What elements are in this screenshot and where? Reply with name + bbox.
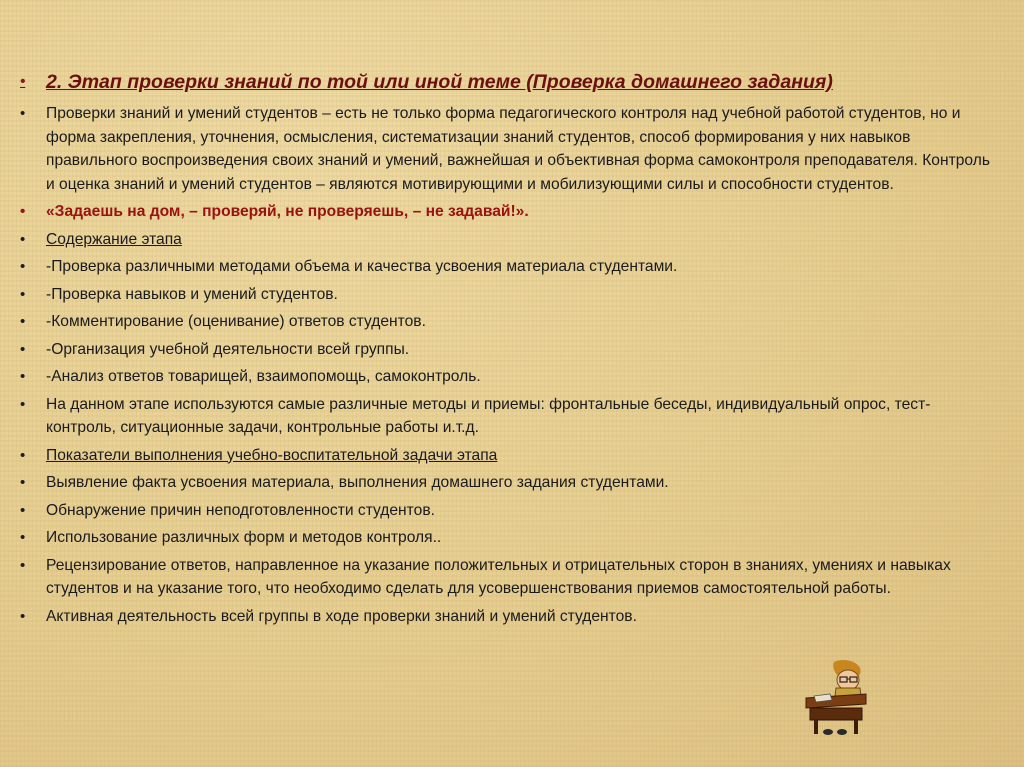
list-item [20,605,1000,629]
bullet: • [20,395,26,413]
list-item-text: Выявление факта усвоения материала, выполнения домашнего задания студентами. [46,474,669,491]
student-at-desk-icon [804,658,868,736]
list-item-text: Активная деятельность всей группы в ходе проверки знаний и умений студентов. [46,607,637,625]
list-item [20,471,1000,495]
list-item-text: Проверки знаний и умений студентов – есть не только форма педагогического контроля над учебной работой студентов, но и форма закрепления, уточнения, осмысления, систематизации знаний студентов, способ формирования у них навыков правильного воспроизведения своих знаний и умений, важнейшая и объективная форма самоконтроля преподавателя. Контроль и оценка знаний и умений студентов – являются мотивирующими и мобилизующими силы и способности студентов. [46,105,990,193]
section-heading: Показатели выполнения учебно-воспитательной задачи этапа [46,446,498,464]
list-item-text: -Анализ ответов товарищей, взаимопомощь, самоконтроль. [46,368,481,385]
bullet: • [20,105,26,122]
list-item-heading [20,228,1000,252]
section-heading: Содержание этапа [46,230,182,248]
list-item [20,338,1000,362]
bullet: • [20,258,26,275]
list-item-text: -Проверка различными методами объема и качества усвоения материала студентами. [46,258,678,275]
bullet: • [20,501,26,519]
bullet: • [20,340,26,358]
list-item-quote [20,200,1000,224]
quote-text: «Задаешь на дом, – проверяй, не проверяешь, – не задавай!». [46,203,529,220]
list-item-text: Рецензирование ответов, направленное на указание положительных и отрицательных сторон в знаниях, умениях и навыках студентов и на указание того, что необходимо сделать для усовершенствования приемов самостоятельной работы. [46,556,951,597]
bullet: • [20,556,26,574]
list-item-text: -Организация учебной деятельности всей группы. [46,340,410,358]
bullet: • [20,73,26,90]
bullet: • [20,313,26,330]
slide-title-text: 2. Этап проверки знаний по той или иной теме (Проверка домашнего задания) [46,71,833,93]
content-list [20,70,1000,632]
list-item-text: Использование различных форм и методов контроля.. [46,529,442,546]
list-item [20,365,1000,389]
bullet: • [20,203,26,220]
bullet: • [20,230,26,248]
list-item [20,310,1000,334]
bullet: • [20,607,26,625]
list-item-text: Обнаружение причин неподготовленности студентов. [46,501,435,519]
bullet: • [20,368,26,385]
list-item-text: -Комментирование (оценивание) ответов студентов. [46,313,426,330]
list-item [20,102,1000,196]
bullet: • [20,446,26,464]
list-item-text: На данном этапе используются самые различные методы и приемы: фронтальные беседы, индивидуальный опрос, тест-контроль, ситуационные задачи, контрольные работы и.т.д. [46,395,931,436]
list-item [20,554,1000,601]
list-item [20,499,1000,523]
bullet: • [20,285,26,303]
bullet: • [20,474,26,491]
list-item-text: -Проверка навыков и умений студентов. [46,285,338,303]
list-item-heading [20,444,1000,468]
bullet: • [20,529,26,546]
slide-title [20,70,1000,94]
list-item [20,393,1000,440]
list-item [20,526,1000,550]
list-item [20,255,1000,279]
list-item [20,283,1000,307]
